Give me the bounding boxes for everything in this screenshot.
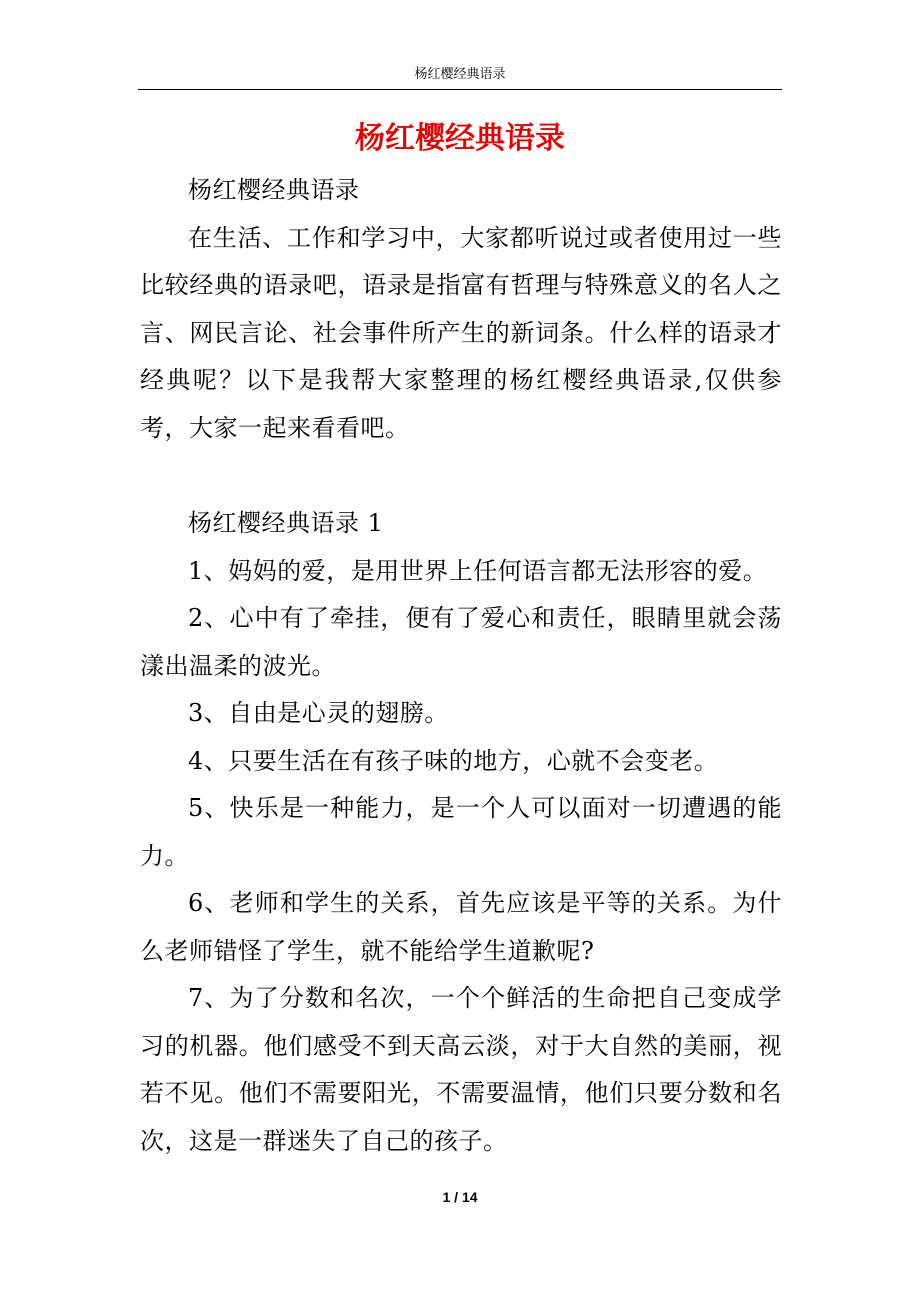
quote-item: 2、心中有了牵挂，便有了爱心和责任，眼睛里就会荡漾出温柔的波光。 — [140, 604, 782, 680]
quote-item: 1、妈妈的爱，是用世界上任何语言都无法形容的爱。 — [188, 556, 768, 585]
quote-item: 5、快乐是一种能力，是一个人可以面对一切遭遇的能力。 — [140, 794, 782, 870]
quote-item: 3、自由是心灵的翅膀。 — [188, 699, 449, 727]
intro-heading: 杨红樱经典语录 — [188, 176, 360, 204]
page-header: 杨红樱经典语录 — [414, 67, 506, 82]
quote-item: 6、老师和学生的关系，首先应该是平等的关系。为什么老师错怪了学生，就不能给学生道歉呢? — [140, 889, 782, 965]
page-number: 1 / 14 — [442, 1189, 478, 1205]
paragraph-spacer — [140, 452, 782, 500]
quote-item: 7、为了分数和名次，一个个鲜活的生命把自己变成学习的机器。他们感受不到天高云淡，对于大自然的美丽，视若不见。他们不需要阳光，不需要温情，他们只要分数和名次，这是一群迷失了自己的孩子。 — [140, 984, 782, 1155]
header-divider — [138, 89, 782, 90]
section-heading: 杨红樱经典语录 1 — [188, 509, 384, 537]
document-title: 杨红樱经典语录 — [355, 121, 565, 156]
document-body — [140, 167, 782, 1165]
quote-item: 4、只要生活在有孩子味的地方，心就不会变老。 — [188, 746, 719, 775]
intro-paragraph: 在生活、工作和学习中，大家都听说过或者使用过一些比较经典的语录吧，语录是指富有哲理与特殊意义的名人之言、网民言论、社会事件所产生的新词条。什么样的语录才经典呢？以下是我帮大家整理的杨红樱经典语录,仅供参考，大家一起来看看吧。 — [140, 223, 782, 442]
